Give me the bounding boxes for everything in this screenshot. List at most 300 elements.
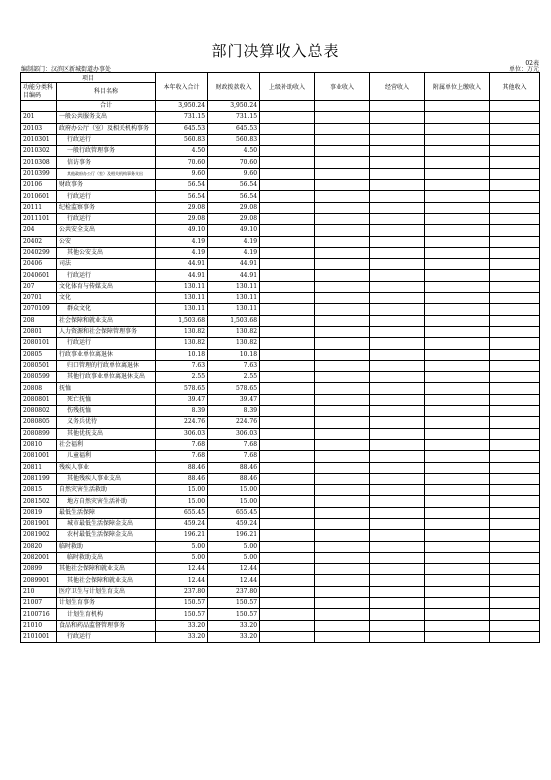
row-other <box>490 586 540 597</box>
row-operating <box>370 552 425 563</box>
row-subject-name: 临时救助 <box>57 541 156 552</box>
row-fiscal: 12.44 <box>208 564 260 575</box>
row-operating <box>370 372 425 383</box>
row-code: 2010301 <box>21 134 57 145</box>
row-code: 21010 <box>21 620 57 631</box>
row-other <box>490 439 540 450</box>
row-code: 2080801 <box>21 394 57 405</box>
row-affiliated <box>425 428 490 439</box>
row-subject-name: 行政运行 <box>57 191 156 202</box>
row-total: 7.63 <box>156 360 208 371</box>
row-fiscal: 4.19 <box>208 236 260 247</box>
row-other <box>490 315 540 326</box>
row-other <box>490 383 540 394</box>
row-fiscal: 578.65 <box>208 383 260 394</box>
income-summary-table <box>20 72 540 643</box>
row-fiscal: 33.20 <box>208 620 260 631</box>
row-subject-name: 公共安全支出 <box>57 225 156 236</box>
table-row <box>21 575 540 586</box>
table-row <box>21 564 540 575</box>
row-subject-name: 行政运行 <box>57 338 156 349</box>
row-total: 33.20 <box>156 631 208 642</box>
table-row <box>21 270 540 281</box>
row-total: 4.50 <box>156 146 208 157</box>
row-code: 20808 <box>21 383 57 394</box>
row-fiscal: 130.82 <box>208 338 260 349</box>
row-subject-name: 文化 <box>57 293 156 304</box>
row-business <box>315 168 370 179</box>
row-operating <box>370 293 425 304</box>
row-total: 70.60 <box>156 157 208 168</box>
row-other <box>490 406 540 417</box>
row-affiliated <box>425 304 490 315</box>
row-code: 2089901 <box>21 575 57 586</box>
row-other <box>490 360 540 371</box>
row-affiliated <box>425 259 490 270</box>
row-subject-name: 社会福利 <box>57 439 156 450</box>
row-code: 201 <box>21 112 57 123</box>
row-fiscal: 44.91 <box>208 270 260 281</box>
row-superior <box>260 462 315 473</box>
row-other <box>490 451 540 462</box>
row-operating <box>370 620 425 631</box>
table-row <box>21 236 540 247</box>
row-other <box>490 213 540 224</box>
table-row <box>21 168 540 179</box>
row-fiscal: 237.80 <box>208 586 260 597</box>
row-subject-name: 群众文化 <box>57 304 156 315</box>
row-total: 5.00 <box>156 552 208 563</box>
table-row <box>21 157 540 168</box>
row-code: 2011101 <box>21 213 57 224</box>
table-row <box>21 304 540 315</box>
row-fiscal: 645.53 <box>208 123 260 134</box>
row-business <box>315 247 370 258</box>
row-total: 237.80 <box>156 586 208 597</box>
row-subject-name: 农村最低生活保障金支出 <box>57 530 156 541</box>
row-superior <box>260 293 315 304</box>
table-row <box>21 101 540 112</box>
table-row <box>21 293 540 304</box>
row-total: 9.60 <box>156 168 208 179</box>
row-subject-name: 文化体育与传媒支出 <box>57 281 156 292</box>
row-subject-name: 死亡抚恤 <box>57 394 156 405</box>
row-code <box>21 101 57 112</box>
row-code: 204 <box>21 225 57 236</box>
row-business <box>315 112 370 123</box>
row-fiscal: 560.83 <box>208 134 260 145</box>
row-business <box>315 202 370 213</box>
row-code: 207 <box>21 281 57 292</box>
row-operating <box>370 406 425 417</box>
row-superior <box>260 281 315 292</box>
row-business <box>315 394 370 405</box>
row-affiliated <box>425 112 490 123</box>
row-affiliated <box>425 473 490 484</box>
row-superior <box>260 360 315 371</box>
row-operating <box>370 112 425 123</box>
row-other <box>490 293 540 304</box>
row-fiscal: 7.68 <box>208 439 260 450</box>
row-operating <box>370 225 425 236</box>
row-subject-name: 行政运行 <box>57 270 156 281</box>
row-superior <box>260 586 315 597</box>
row-subject-name: 合计 <box>57 101 156 112</box>
row-business <box>315 293 370 304</box>
row-operating <box>370 462 425 473</box>
row-total: 1,503.68 <box>156 315 208 326</box>
table-row <box>21 586 540 597</box>
row-code: 2101001 <box>21 631 57 642</box>
row-business <box>315 360 370 371</box>
row-other <box>490 417 540 428</box>
row-other <box>490 620 540 631</box>
row-superior <box>260 338 315 349</box>
row-superior <box>260 168 315 179</box>
row-business <box>315 372 370 383</box>
row-subject-name: 儿童福利 <box>57 451 156 462</box>
row-affiliated <box>425 191 490 202</box>
row-subject-name: 行政运行 <box>57 213 156 224</box>
table-row <box>21 360 540 371</box>
row-affiliated <box>425 168 490 179</box>
row-subject-name: 人力资源和社会保障管理事务 <box>57 326 156 337</box>
row-superior <box>260 372 315 383</box>
row-other <box>490 507 540 518</box>
row-other <box>490 225 540 236</box>
row-code: 2081901 <box>21 518 57 529</box>
row-fiscal: 70.60 <box>208 157 260 168</box>
row-subject-name: 地方自然灾害生活补助 <box>57 496 156 507</box>
row-superior <box>260 541 315 552</box>
row-business <box>315 191 370 202</box>
row-subject-name: 抚恤 <box>57 383 156 394</box>
row-superior <box>260 202 315 213</box>
row-business <box>315 270 370 281</box>
row-operating <box>370 134 425 145</box>
row-business <box>315 304 370 315</box>
row-subject-name: 义务兵优待 <box>57 417 156 428</box>
row-other <box>490 552 540 563</box>
row-fiscal: 731.15 <box>208 112 260 123</box>
row-operating <box>370 157 425 168</box>
row-code: 2080805 <box>21 417 57 428</box>
row-fiscal: 44.91 <box>208 259 260 270</box>
row-affiliated <box>425 439 490 450</box>
row-affiliated <box>425 180 490 191</box>
row-subject-name: 司法 <box>57 259 156 270</box>
row-total: 8.39 <box>156 406 208 417</box>
row-fiscal: 1,503.68 <box>208 315 260 326</box>
row-fiscal: 29.08 <box>208 202 260 213</box>
row-code: 2081502 <box>21 496 57 507</box>
row-operating <box>370 101 425 112</box>
row-superior <box>260 180 315 191</box>
row-fiscal: 10.18 <box>208 349 260 360</box>
row-other <box>490 485 540 496</box>
row-operating <box>370 575 425 586</box>
row-code: 2080599 <box>21 372 57 383</box>
row-superior <box>260 134 315 145</box>
row-total: 130.82 <box>156 326 208 337</box>
row-fiscal: 49.10 <box>208 225 260 236</box>
row-business <box>315 620 370 631</box>
row-superior <box>260 428 315 439</box>
row-superior <box>260 530 315 541</box>
row-total: 7.68 <box>156 439 208 450</box>
row-code: 2081902 <box>21 530 57 541</box>
table-row <box>21 180 540 191</box>
row-operating <box>370 338 425 349</box>
row-subject-name: 行政运行 <box>57 134 156 145</box>
header-total: 本年收入合计 <box>156 73 208 101</box>
table-row <box>21 631 540 642</box>
row-other <box>490 349 540 360</box>
table-row <box>21 225 540 236</box>
row-code: 20820 <box>21 541 57 552</box>
row-other <box>490 518 540 529</box>
table-row <box>21 213 540 224</box>
header-operating: 经营收入 <box>370 73 425 101</box>
row-fiscal: 130.82 <box>208 326 260 337</box>
row-total: 56.54 <box>156 180 208 191</box>
table-row <box>21 394 540 405</box>
row-superior <box>260 101 315 112</box>
header-superior: 上级补助收入 <box>260 73 315 101</box>
row-affiliated <box>425 462 490 473</box>
row-code: 20819 <box>21 507 57 518</box>
header-business: 事业收入 <box>315 73 370 101</box>
table-row <box>21 518 540 529</box>
row-total: 12.44 <box>156 564 208 575</box>
row-affiliated <box>425 338 490 349</box>
row-affiliated <box>425 417 490 428</box>
row-code: 20106 <box>21 180 57 191</box>
row-other <box>490 428 540 439</box>
row-affiliated <box>425 575 490 586</box>
row-operating <box>370 247 425 258</box>
row-total: 12.44 <box>156 575 208 586</box>
row-business <box>315 326 370 337</box>
row-code: 208 <box>21 315 57 326</box>
row-total: 49.10 <box>156 225 208 236</box>
row-code: 2010399 <box>21 168 57 179</box>
row-subject-name: 其他公安支出 <box>57 247 156 258</box>
row-total: 10.18 <box>156 349 208 360</box>
row-other <box>490 112 540 123</box>
row-business <box>315 349 370 360</box>
table-row <box>21 609 540 620</box>
row-code: 2081199 <box>21 473 57 484</box>
row-affiliated <box>425 134 490 145</box>
row-total: 306.03 <box>156 428 208 439</box>
row-fiscal: 12.44 <box>208 575 260 586</box>
row-affiliated <box>425 349 490 360</box>
row-superior <box>260 304 315 315</box>
row-subject-name: 公安 <box>57 236 156 247</box>
row-fiscal: 459.24 <box>208 518 260 529</box>
row-other <box>490 281 540 292</box>
table-row <box>21 202 540 213</box>
row-superior <box>260 631 315 642</box>
row-total: 56.54 <box>156 191 208 202</box>
row-subject-name: 社会保障和就业支出 <box>57 315 156 326</box>
row-subject-name: 其他行政事业单位离退休支出 <box>57 372 156 383</box>
row-subject-name: 一般公共服务支出 <box>57 112 156 123</box>
row-total: 130.11 <box>156 304 208 315</box>
row-affiliated <box>425 213 490 224</box>
row-other <box>490 157 540 168</box>
row-other <box>490 259 540 270</box>
row-superior <box>260 394 315 405</box>
row-subject-name: 行政运行 <box>57 631 156 642</box>
table-row <box>21 496 540 507</box>
table-row <box>21 541 540 552</box>
row-operating <box>370 326 425 337</box>
row-code: 2040299 <box>21 247 57 258</box>
row-code: 20402 <box>21 236 57 247</box>
row-code: 20899 <box>21 564 57 575</box>
row-other <box>490 247 540 258</box>
row-subject-name: 城市最低生活保障金支出 <box>57 518 156 529</box>
row-operating <box>370 507 425 518</box>
row-operating <box>370 586 425 597</box>
row-superior <box>260 439 315 450</box>
row-superior <box>260 270 315 281</box>
row-total: 2.55 <box>156 372 208 383</box>
table-row <box>21 406 540 417</box>
row-operating <box>370 417 425 428</box>
table-row <box>21 123 540 134</box>
row-business <box>315 101 370 112</box>
row-other <box>490 123 540 134</box>
row-code: 20801 <box>21 326 57 337</box>
row-superior <box>260 485 315 496</box>
table-row <box>21 349 540 360</box>
row-operating <box>370 180 425 191</box>
row-affiliated <box>425 360 490 371</box>
row-code: 2070109 <box>21 304 57 315</box>
row-other <box>490 202 540 213</box>
row-fiscal: 29.08 <box>208 213 260 224</box>
row-business <box>315 134 370 145</box>
row-affiliated <box>425 326 490 337</box>
row-fiscal: 56.54 <box>208 191 260 202</box>
row-other <box>490 326 540 337</box>
table-row <box>21 191 540 202</box>
row-operating <box>370 270 425 281</box>
report-title: 部门决算收入总表 <box>211 42 340 60</box>
table-row <box>21 485 540 496</box>
row-total: 29.08 <box>156 202 208 213</box>
row-affiliated <box>425 157 490 168</box>
row-fiscal: 2.55 <box>208 372 260 383</box>
row-operating <box>370 541 425 552</box>
header-project: 项目 <box>21 73 156 83</box>
row-affiliated <box>425 530 490 541</box>
row-other <box>490 541 540 552</box>
row-subject-name: 计划生育机构 <box>57 609 156 620</box>
row-other <box>490 180 540 191</box>
row-business <box>315 157 370 168</box>
row-fiscal: 150.57 <box>208 598 260 609</box>
row-total: 224.76 <box>156 417 208 428</box>
row-other <box>490 338 540 349</box>
row-operating <box>370 496 425 507</box>
row-subject-name: 其他社会保障和就业支出 <box>57 575 156 586</box>
row-subject-name: 财政事务 <box>57 180 156 191</box>
row-subject-name: 临时救助支出 <box>57 552 156 563</box>
row-operating <box>370 394 425 405</box>
row-business <box>315 225 370 236</box>
row-superior <box>260 123 315 134</box>
row-affiliated <box>425 507 490 518</box>
table-row <box>21 259 540 270</box>
table-body <box>21 101 540 643</box>
row-business <box>315 631 370 642</box>
row-operating <box>370 631 425 642</box>
row-other <box>490 631 540 642</box>
row-fiscal: 7.63 <box>208 360 260 371</box>
row-other <box>490 473 540 484</box>
row-superior <box>260 146 315 157</box>
row-other <box>490 134 540 145</box>
row-affiliated <box>425 225 490 236</box>
row-business <box>315 518 370 529</box>
table-row <box>21 451 540 462</box>
row-total: 560.83 <box>156 134 208 145</box>
row-superior <box>260 552 315 563</box>
row-fiscal: 15.00 <box>208 485 260 496</box>
row-fiscal: 7.68 <box>208 451 260 462</box>
row-fiscal: 9.60 <box>208 168 260 179</box>
table-row <box>21 146 540 157</box>
row-code: 2080101 <box>21 338 57 349</box>
row-superior <box>260 315 315 326</box>
row-superior <box>260 213 315 224</box>
row-other <box>490 394 540 405</box>
row-business <box>315 462 370 473</box>
row-business <box>315 259 370 270</box>
row-fiscal: 4.50 <box>208 146 260 157</box>
row-fiscal: 655.45 <box>208 507 260 518</box>
row-code: 2010302 <box>21 146 57 157</box>
row-affiliated <box>425 383 490 394</box>
row-superior <box>260 564 315 575</box>
row-superior <box>260 236 315 247</box>
row-operating <box>370 439 425 450</box>
row-business <box>315 146 370 157</box>
row-total: 655.45 <box>156 507 208 518</box>
row-operating <box>370 485 425 496</box>
row-business <box>315 609 370 620</box>
row-total: 7.68 <box>156 451 208 462</box>
table-row <box>21 134 540 145</box>
row-affiliated <box>425 293 490 304</box>
row-operating <box>370 236 425 247</box>
row-operating <box>370 598 425 609</box>
header-fiscal: 财政拨款收入 <box>208 73 260 101</box>
row-fiscal: 130.11 <box>208 304 260 315</box>
row-other <box>490 462 540 473</box>
header-func-code: 功能分类科目编码 <box>21 83 57 101</box>
table-row <box>21 383 540 394</box>
row-business <box>315 507 370 518</box>
table-row <box>21 428 540 439</box>
row-other <box>490 496 540 507</box>
row-affiliated <box>425 609 490 620</box>
row-superior <box>260 609 315 620</box>
